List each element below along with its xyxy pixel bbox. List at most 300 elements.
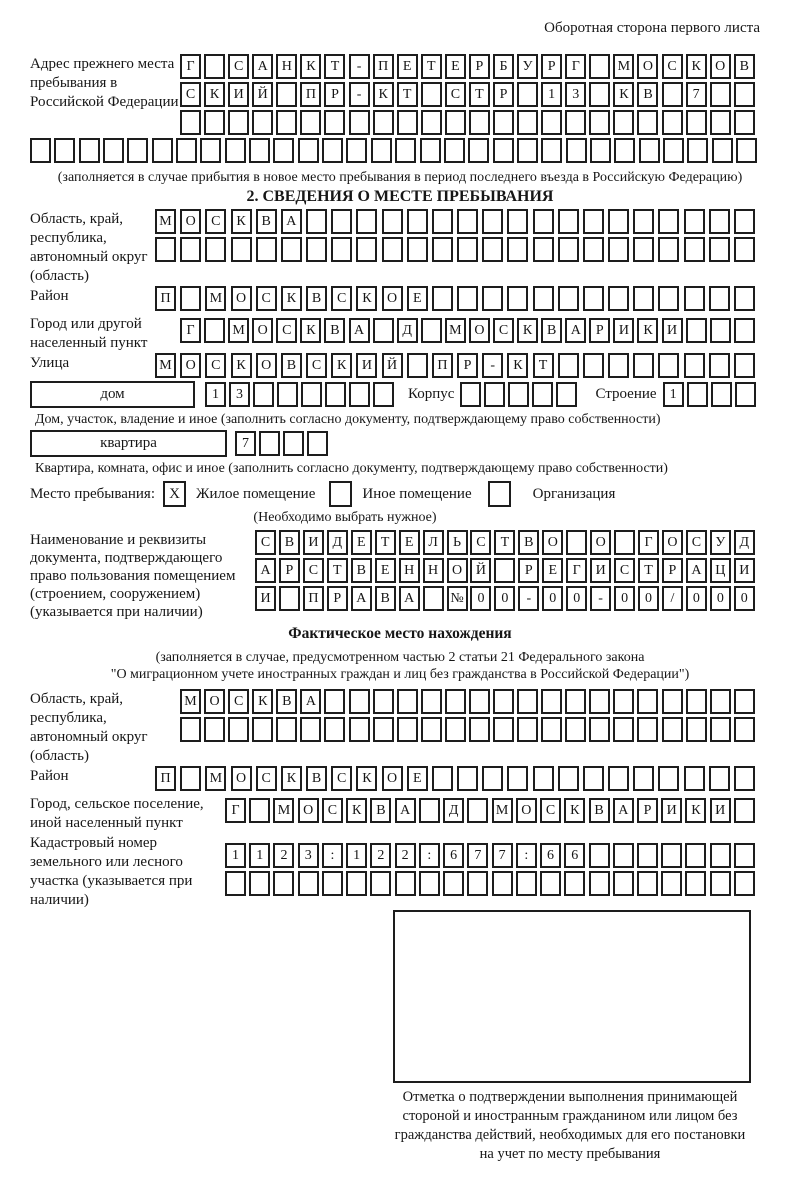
char-cell[interactable]: О (590, 530, 611, 555)
char-cell[interactable] (492, 871, 513, 896)
char-cell[interactable]: М (228, 318, 249, 343)
char-cell[interactable] (684, 209, 705, 234)
char-cell[interactable]: В (637, 82, 658, 107)
char-cell[interactable]: Т (469, 82, 490, 107)
char-cell[interactable] (180, 286, 201, 311)
char-cell[interactable]: П (155, 766, 176, 791)
char-cell[interactable] (613, 689, 634, 714)
char-cell[interactable] (467, 798, 488, 823)
char-cell[interactable] (711, 382, 732, 407)
char-cell[interactable]: И (255, 586, 276, 611)
char-cell[interactable]: 3 (229, 382, 250, 407)
char-cell[interactable]: М (273, 798, 294, 823)
char-cell[interactable]: В (589, 798, 610, 823)
char-cell[interactable] (273, 871, 294, 896)
char-cell[interactable]: У (710, 530, 731, 555)
char-cell[interactable] (565, 689, 586, 714)
char-cell[interactable]: Р (327, 586, 348, 611)
char-cell[interactable] (613, 110, 634, 135)
char-cell[interactable] (228, 717, 249, 742)
char-cell[interactable] (349, 717, 370, 742)
char-cell[interactable]: К (252, 689, 273, 714)
char-cell[interactable] (533, 286, 554, 311)
char-cell[interactable] (407, 209, 428, 234)
residential-checkbox[interactable]: X (163, 481, 186, 507)
char-cell[interactable]: 1 (663, 382, 684, 407)
char-cell[interactable]: К (356, 286, 377, 311)
char-cell[interactable] (661, 871, 682, 896)
char-cell[interactable] (225, 871, 246, 896)
char-cell[interactable] (300, 717, 321, 742)
char-cell[interactable]: П (432, 353, 453, 378)
char-cell[interactable]: М (180, 689, 201, 714)
char-cell[interactable]: В (734, 54, 755, 79)
char-cell[interactable] (565, 110, 586, 135)
char-cell[interactable]: 2 (370, 843, 391, 868)
char-cell[interactable] (540, 871, 561, 896)
char-cell[interactable]: 2 (395, 843, 416, 868)
char-cell[interactable]: 0 (638, 586, 659, 611)
char-cell[interactable] (103, 138, 124, 163)
char-cell[interactable]: Б (493, 54, 514, 79)
char-cell[interactable]: В (375, 586, 396, 611)
char-cell[interactable] (395, 138, 416, 163)
char-cell[interactable] (613, 843, 634, 868)
char-cell[interactable] (349, 110, 370, 135)
char-cell[interactable] (686, 318, 707, 343)
char-cell[interactable]: О (382, 766, 403, 791)
char-cell[interactable]: И (356, 353, 377, 378)
char-cell[interactable]: К (331, 353, 352, 378)
char-cell[interactable]: Е (407, 766, 428, 791)
char-cell[interactable]: В (351, 558, 372, 583)
char-cell[interactable] (532, 382, 553, 407)
char-cell[interactable] (608, 209, 629, 234)
char-cell[interactable] (734, 871, 755, 896)
char-cell[interactable] (204, 110, 225, 135)
char-cell[interactable] (658, 353, 679, 378)
char-cell[interactable]: И (662, 318, 683, 343)
char-cell[interactable]: 3 (298, 843, 319, 868)
char-cell[interactable]: И (590, 558, 611, 583)
char-cell[interactable]: С (662, 54, 683, 79)
char-cell[interactable]: П (303, 586, 324, 611)
char-cell[interactable]: И (710, 798, 731, 823)
char-cell[interactable] (541, 717, 562, 742)
char-cell[interactable] (180, 237, 201, 262)
char-cell[interactable]: Р (279, 558, 300, 583)
char-cell[interactable] (371, 138, 392, 163)
char-cell[interactable] (276, 717, 297, 742)
char-cell[interactable] (608, 353, 629, 378)
char-cell[interactable] (710, 318, 731, 343)
char-cell[interactable]: 0 (686, 586, 707, 611)
char-cell[interactable]: К (564, 798, 585, 823)
char-cell[interactable]: С (331, 766, 352, 791)
char-cell[interactable]: В (324, 318, 345, 343)
char-cell[interactable] (710, 689, 731, 714)
char-cell[interactable] (200, 138, 221, 163)
char-cell[interactable] (637, 717, 658, 742)
char-cell[interactable]: П (300, 82, 321, 107)
char-cell[interactable]: М (155, 209, 176, 234)
char-cell[interactable]: Й (252, 82, 273, 107)
char-cell[interactable] (734, 843, 755, 868)
char-cell[interactable] (507, 209, 528, 234)
char-cell[interactable]: 3 (565, 82, 586, 107)
char-cell[interactable]: Р (589, 318, 610, 343)
char-cell[interactable]: М (155, 353, 176, 378)
char-cell[interactable]: Ц (710, 558, 731, 583)
char-cell[interactable] (152, 138, 173, 163)
char-cell[interactable] (686, 110, 707, 135)
char-cell[interactable] (180, 110, 201, 135)
char-cell[interactable] (30, 138, 51, 163)
char-cell[interactable] (346, 138, 367, 163)
char-cell[interactable] (589, 54, 610, 79)
char-cell[interactable] (734, 318, 755, 343)
char-cell[interactable] (277, 382, 298, 407)
char-cell[interactable]: П (155, 286, 176, 311)
char-cell[interactable] (419, 871, 440, 896)
char-cell[interactable]: А (252, 54, 273, 79)
char-cell[interactable]: № (447, 586, 468, 611)
char-cell[interactable] (349, 382, 370, 407)
char-cell[interactable]: С (205, 353, 226, 378)
char-cell[interactable]: В (518, 530, 539, 555)
char-cell[interactable] (349, 689, 370, 714)
char-cell[interactable] (127, 138, 148, 163)
char-cell[interactable] (736, 138, 757, 163)
char-cell[interactable] (589, 689, 610, 714)
char-cell[interactable] (370, 871, 391, 896)
char-cell[interactable]: С (256, 766, 277, 791)
char-cell[interactable] (276, 82, 297, 107)
char-cell[interactable] (687, 138, 708, 163)
char-cell[interactable] (432, 209, 453, 234)
char-cell[interactable] (633, 353, 654, 378)
char-cell[interactable] (710, 871, 731, 896)
char-cell[interactable]: С (306, 353, 327, 378)
char-cell[interactable] (356, 237, 377, 262)
char-cell[interactable]: Д (397, 318, 418, 343)
char-cell[interactable] (307, 431, 328, 456)
char-cell[interactable] (712, 138, 733, 163)
char-cell[interactable] (709, 286, 730, 311)
char-cell[interactable]: А (300, 689, 321, 714)
char-cell[interactable]: Е (407, 286, 428, 311)
char-cell[interactable]: 0 (566, 586, 587, 611)
char-cell[interactable] (407, 237, 428, 262)
char-cell[interactable] (228, 110, 249, 135)
char-cell[interactable] (734, 717, 755, 742)
char-cell[interactable]: Т (324, 54, 345, 79)
char-cell[interactable]: О (298, 798, 319, 823)
char-cell[interactable] (734, 286, 755, 311)
char-cell[interactable]: Г (180, 318, 201, 343)
char-cell[interactable]: И (734, 558, 755, 583)
char-cell[interactable]: И (303, 530, 324, 555)
char-cell[interactable] (445, 110, 466, 135)
char-cell[interactable] (420, 138, 441, 163)
char-cell[interactable] (558, 209, 579, 234)
char-cell[interactable] (709, 237, 730, 262)
char-cell[interactable] (685, 871, 706, 896)
char-cell[interactable] (469, 689, 490, 714)
char-cell[interactable] (205, 237, 226, 262)
char-cell[interactable]: В (370, 798, 391, 823)
char-cell[interactable] (735, 382, 756, 407)
char-cell[interactable] (686, 689, 707, 714)
char-cell[interactable] (564, 871, 585, 896)
char-cell[interactable]: М (613, 54, 634, 79)
char-cell[interactable] (276, 110, 297, 135)
char-cell[interactable]: 1 (249, 843, 270, 868)
char-cell[interactable]: О (710, 54, 731, 79)
char-cell[interactable] (204, 54, 225, 79)
char-cell[interactable] (397, 717, 418, 742)
char-cell[interactable]: А (349, 318, 370, 343)
char-cell[interactable] (589, 871, 610, 896)
char-cell[interactable] (709, 209, 730, 234)
char-cell[interactable] (54, 138, 75, 163)
char-cell[interactable]: Й (470, 558, 491, 583)
char-cell[interactable]: Й (382, 353, 403, 378)
char-cell[interactable] (517, 110, 538, 135)
char-cell[interactable] (613, 717, 634, 742)
char-cell[interactable] (460, 382, 481, 407)
char-cell[interactable]: В (281, 353, 302, 378)
char-cell[interactable]: К (356, 766, 377, 791)
char-cell[interactable] (252, 717, 273, 742)
char-cell[interactable] (658, 766, 679, 791)
char-cell[interactable]: В (276, 689, 297, 714)
char-cell[interactable] (298, 138, 319, 163)
apartment-type-box[interactable]: квартира (30, 430, 227, 457)
char-cell[interactable] (734, 237, 755, 262)
char-cell[interactable] (421, 689, 442, 714)
char-cell[interactable]: У (517, 54, 538, 79)
char-cell[interactable]: 2 (273, 843, 294, 868)
char-cell[interactable]: К (613, 82, 634, 107)
char-cell[interactable]: А (399, 586, 420, 611)
char-cell[interactable]: О (252, 318, 273, 343)
char-cell[interactable]: Ь (447, 530, 468, 555)
char-cell[interactable]: Т (397, 82, 418, 107)
char-cell[interactable] (155, 237, 176, 262)
char-cell[interactable]: Е (375, 558, 396, 583)
char-cell[interactable]: О (469, 318, 490, 343)
char-cell[interactable]: 0 (494, 586, 515, 611)
char-cell[interactable] (419, 798, 440, 823)
char-cell[interactable]: Е (542, 558, 563, 583)
char-cell[interactable]: С (686, 530, 707, 555)
char-cell[interactable]: 1 (541, 82, 562, 107)
char-cell[interactable]: 0 (470, 586, 491, 611)
char-cell[interactable]: В (306, 286, 327, 311)
char-cell[interactable]: О (180, 353, 201, 378)
char-cell[interactable]: И (661, 798, 682, 823)
char-cell[interactable]: Р (457, 353, 478, 378)
other-premise-checkbox[interactable] (329, 481, 352, 507)
char-cell[interactable] (639, 138, 660, 163)
char-cell[interactable]: Е (351, 530, 372, 555)
char-cell[interactable]: О (231, 766, 252, 791)
char-cell[interactable] (300, 110, 321, 135)
char-cell[interactable] (445, 689, 466, 714)
char-cell[interactable] (356, 209, 377, 234)
char-cell[interactable]: Р (324, 82, 345, 107)
char-cell[interactable]: Н (399, 558, 420, 583)
char-cell[interactable]: Р (637, 798, 658, 823)
char-cell[interactable] (457, 766, 478, 791)
char-cell[interactable]: С (303, 558, 324, 583)
char-cell[interactable] (517, 82, 538, 107)
char-cell[interactable] (204, 717, 225, 742)
char-cell[interactable] (259, 431, 280, 456)
char-cell[interactable]: Т (421, 54, 442, 79)
char-cell[interactable] (533, 237, 554, 262)
house-type-box[interactable]: дом (30, 381, 195, 408)
char-cell[interactable]: Е (397, 54, 418, 79)
char-cell[interactable]: Т (494, 530, 515, 555)
char-cell[interactable] (558, 286, 579, 311)
char-cell[interactable]: С (205, 209, 226, 234)
char-cell[interactable] (734, 689, 755, 714)
char-cell[interactable]: Д (734, 530, 755, 555)
char-cell[interactable] (324, 110, 345, 135)
char-cell[interactable]: 6 (443, 843, 464, 868)
char-cell[interactable] (298, 871, 319, 896)
char-cell[interactable]: Р (518, 558, 539, 583)
char-cell[interactable] (283, 431, 304, 456)
char-cell[interactable] (331, 209, 352, 234)
char-cell[interactable] (373, 110, 394, 135)
char-cell[interactable] (382, 237, 403, 262)
char-cell[interactable] (279, 586, 300, 611)
char-cell[interactable]: Н (276, 54, 297, 79)
char-cell[interactable] (583, 237, 604, 262)
char-cell[interactable] (180, 766, 201, 791)
char-cell[interactable] (507, 766, 528, 791)
char-cell[interactable]: Н (423, 558, 444, 583)
char-cell[interactable] (709, 766, 730, 791)
char-cell[interactable]: К (204, 82, 225, 107)
char-cell[interactable] (710, 82, 731, 107)
char-cell[interactable]: А (255, 558, 276, 583)
char-cell[interactable]: 0 (542, 586, 563, 611)
char-cell[interactable] (423, 586, 444, 611)
char-cell[interactable] (710, 110, 731, 135)
char-cell[interactable] (445, 717, 466, 742)
char-cell[interactable]: 7 (686, 82, 707, 107)
char-cell[interactable] (306, 237, 327, 262)
char-cell[interactable] (493, 689, 514, 714)
char-cell[interactable]: - (349, 82, 370, 107)
char-cell[interactable] (734, 209, 755, 234)
char-cell[interactable] (734, 766, 755, 791)
char-cell[interactable] (273, 138, 294, 163)
char-cell[interactable]: Г (225, 798, 246, 823)
char-cell[interactable] (583, 286, 604, 311)
char-cell[interactable] (324, 717, 345, 742)
char-cell[interactable]: К (637, 318, 658, 343)
char-cell[interactable]: К (686, 54, 707, 79)
char-cell[interactable] (469, 110, 490, 135)
char-cell[interactable]: Е (399, 530, 420, 555)
char-cell[interactable]: А (686, 558, 707, 583)
char-cell[interactable] (468, 138, 489, 163)
char-cell[interactable] (324, 689, 345, 714)
char-cell[interactable] (421, 318, 442, 343)
char-cell[interactable] (256, 237, 277, 262)
char-cell[interactable] (322, 871, 343, 896)
char-cell[interactable] (444, 138, 465, 163)
char-cell[interactable] (421, 110, 442, 135)
char-cell[interactable]: К (300, 318, 321, 343)
char-cell[interactable]: В (541, 318, 562, 343)
char-cell[interactable] (249, 798, 270, 823)
char-cell[interactable]: К (373, 82, 394, 107)
char-cell[interactable] (583, 209, 604, 234)
char-cell[interactable]: А (281, 209, 302, 234)
char-cell[interactable]: Т (638, 558, 659, 583)
char-cell[interactable] (589, 110, 610, 135)
char-cell[interactable] (373, 717, 394, 742)
char-cell[interactable] (589, 717, 610, 742)
char-cell[interactable]: 6 (540, 843, 561, 868)
char-cell[interactable] (663, 138, 684, 163)
char-cell[interactable] (590, 138, 611, 163)
char-cell[interactable]: О (516, 798, 537, 823)
char-cell[interactable] (373, 689, 394, 714)
char-cell[interactable] (322, 138, 343, 163)
char-cell[interactable] (637, 871, 658, 896)
char-cell[interactable] (662, 82, 683, 107)
char-cell[interactable]: - (590, 586, 611, 611)
organization-checkbox[interactable] (488, 481, 511, 507)
char-cell[interactable] (249, 138, 270, 163)
char-cell[interactable] (507, 286, 528, 311)
char-cell[interactable]: Р (493, 82, 514, 107)
char-cell[interactable] (507, 237, 528, 262)
char-cell[interactable] (517, 138, 538, 163)
char-cell[interactable]: - (518, 586, 539, 611)
char-cell[interactable]: М (445, 318, 466, 343)
char-cell[interactable]: : (516, 843, 537, 868)
char-cell[interactable] (710, 843, 731, 868)
char-cell[interactable] (482, 286, 503, 311)
char-cell[interactable] (565, 717, 586, 742)
char-cell[interactable] (494, 558, 515, 583)
char-cell[interactable]: К (346, 798, 367, 823)
char-cell[interactable] (482, 237, 503, 262)
char-cell[interactable] (180, 717, 201, 742)
char-cell[interactable]: Г (638, 530, 659, 555)
char-cell[interactable]: В (306, 766, 327, 791)
char-cell[interactable]: О (447, 558, 468, 583)
char-cell[interactable] (633, 766, 654, 791)
char-cell[interactable]: 0 (710, 586, 731, 611)
char-cell[interactable] (493, 110, 514, 135)
char-cell[interactable]: О (231, 286, 252, 311)
char-cell[interactable] (432, 766, 453, 791)
char-cell[interactable] (608, 286, 629, 311)
char-cell[interactable] (686, 717, 707, 742)
char-cell[interactable]: / (662, 586, 683, 611)
char-cell[interactable]: 6 (564, 843, 585, 868)
char-cell[interactable] (443, 871, 464, 896)
